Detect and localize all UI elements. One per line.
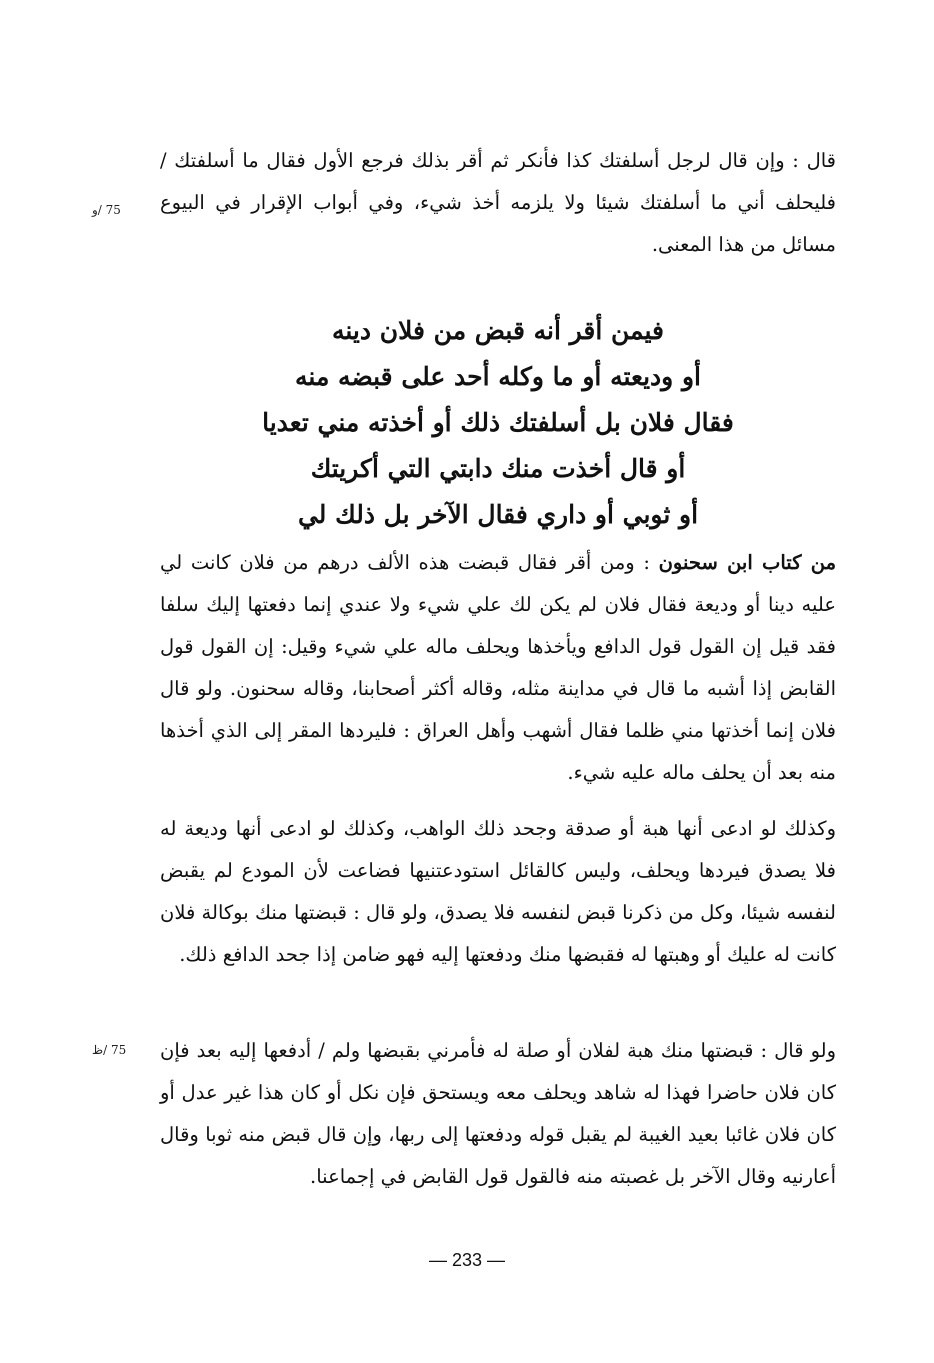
heading-line: فيمن أقر أنه قبض من فلان دينه [331,316,664,345]
source-reference: من كتاب ابن سحنون [658,551,837,574]
paragraph-text: ولو قال : قبضتها منك هبة لفلان أو صلة له فأمرني بقبضها ولم / أدفعها إليه بعد فإن كان فلان حاضرا فهذا له شاهد ويحلف معه ويستحق فإن نكل أو كان هذا غير عدل أو كان فلان غائبا بعيد الغيبة لم يقبل قوله ودفعتها إلى ربها، وإن قال قبض منه ثوبا وقال أعارنيه وقال الآخر بل غصبته منه فالقول قول القابض في إجماعنا. [160,1039,836,1188]
paragraph [160,1030,836,1198]
paragraph [160,542,836,794]
heading-line: أو قال أخذت منك دابتي التي أكريتك [310,454,686,483]
paragraph-text: قال : وإن قال لرجل أسلفتك كذا فأنكر ثم أقر بذلك فرجع الأول فقال ما أسلفتك / فليحلف أني ما أسلفتك شيئا ولا يلزمه أخذ شيء، وفي أبواب الإقرار في البيوع مسائل من هذا المعنى. [160,149,836,256]
folio-marker: 75 /و [92,203,121,217]
paragraph-text [160,542,836,794]
paragraph-body: : ومن أقر فقال قبضت هذه الألف درهم من فلان كانت لي عليه دينا أو وديعة فقال فلان لم يكن لك علي شيء ولا عندي إنما دفعتها إليك سلفا فقد قيل إن القول قول الدافع ويأخذها ويحلف ماله علي شيء وقيل: إن القول قول القابض إذا أشبه ما قال في مداينة مثله، وقاله أكثر أصحابنا، وقاله سحنون. ولو قال فلان إنما أخذتها مني ظلما فقال أشهب وأهل العراق : فليردها المقر إلى الذي أخذها منه بعد أن يحلف ماله عليه شيء. [160,551,837,784]
section-heading [160,308,836,538]
heading-line: فقال فلان بل أسلفتك ذلك أو أخذته مني تعديا [262,408,734,437]
paragraph [160,140,836,266]
folio-marker: 75 /ظ [92,1043,127,1057]
paragraph [160,808,836,976]
paragraph-text: وكذلك لو ادعى أنها هبة أو صدقة وجحد ذلك الواهب، وكذلك لو ادعى أنها وديعة له فلا يصدق فيردها ويحلف، وليس كالقائل استودعتنيها فضاعت لأن المودع لم يقبض لنفسه شيئا، وكل من ذكرنا قبض لنفسه فلا يصدق، ولو قال : قبضتها منك بوكالة فلان كانت له عليك أو وهبتها له فقبضها منك ودفعتها إليه فهو ضامن إذا جحد الدافع ذلك. [160,817,836,966]
page-number: — 233 — [428,1250,506,1270]
heading-line: أو وديعته أو ما وكله أحد على قبضه منه [295,362,701,391]
heading-line: أو ثوبي أو داري فقال الآخر بل ذلك لي [297,500,699,529]
